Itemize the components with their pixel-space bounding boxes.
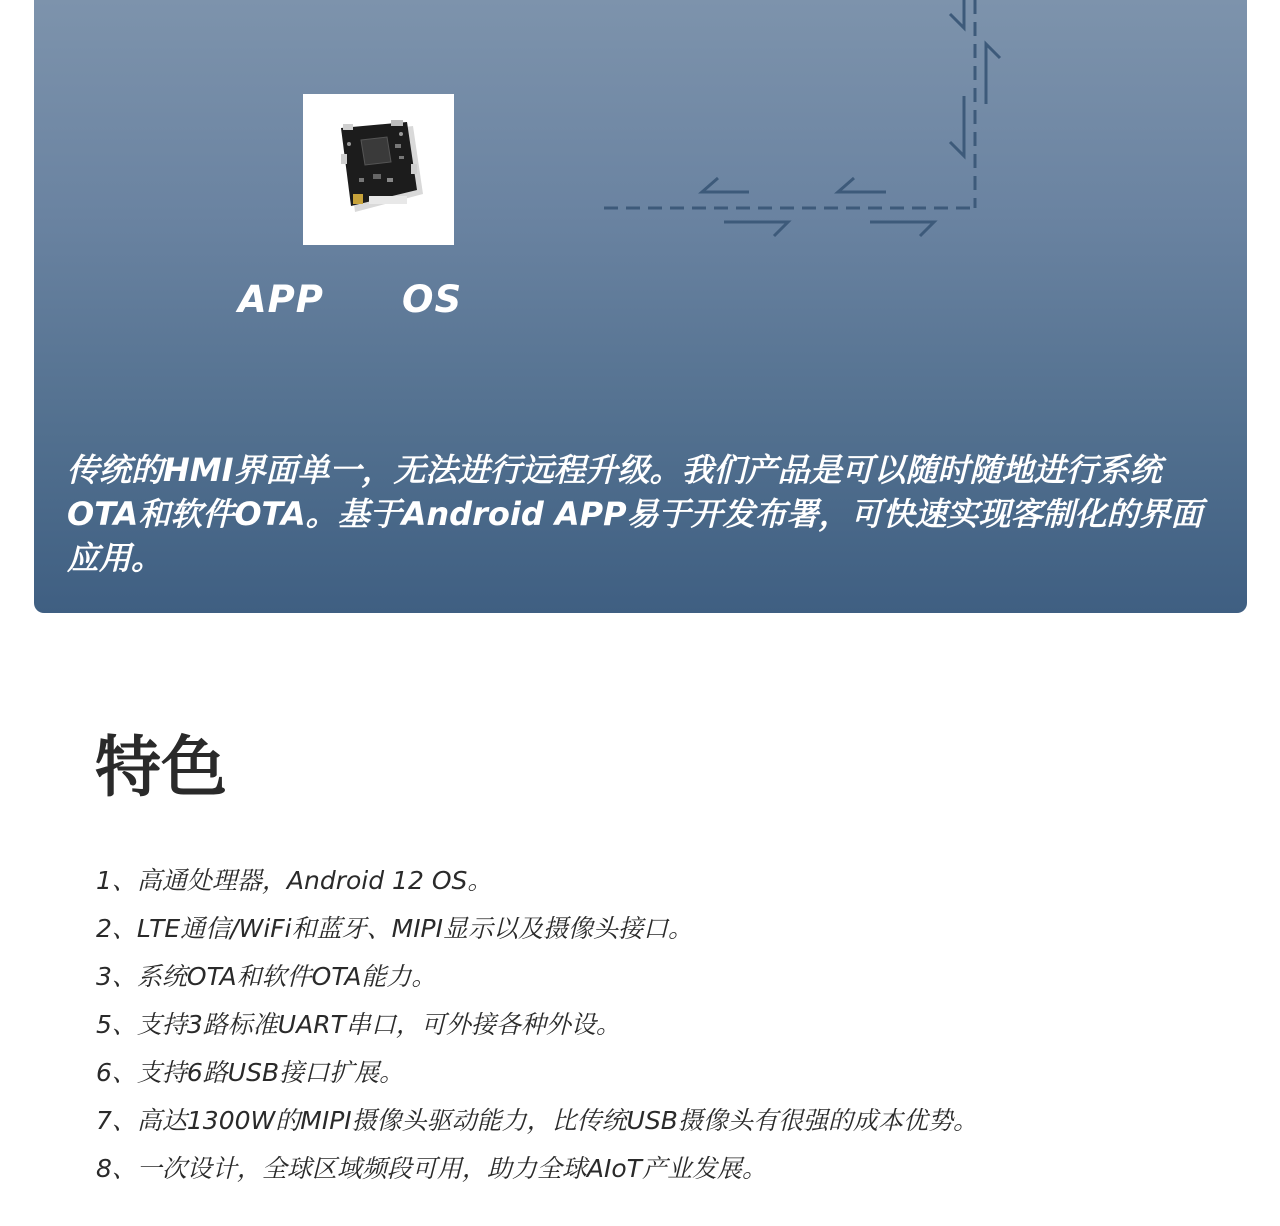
feature-item: 3、系统OTA和软件OTA能力。	[96, 962, 437, 991]
ota-description: 传统的HMI界面单一，无法进行远程升级。我们产品是可以随时随地进行系统OTA和软件OTA。基于Android APP易于开发布署，可快速实现客制化的界面应用。	[67, 451, 1203, 577]
down-arrow-icon-2	[950, 96, 964, 156]
left-arrow-icon-2	[838, 178, 886, 192]
data-flow-arrows	[594, 0, 1054, 260]
ota-banner	[34, 0, 1247, 613]
right-arrow-icon-2	[870, 222, 934, 236]
app-label: APP	[238, 278, 324, 321]
down-arrow-icon	[950, 0, 964, 28]
up-arrow-icon	[986, 44, 1000, 104]
feature-item: 1、高通处理器，Android 12 OS。	[96, 866, 493, 895]
feature-item: 6、支持6路USB接口扩展。	[96, 1058, 405, 1087]
feature-item: 5、支持3路标准UART串口，可外接各种外设。	[96, 1010, 621, 1039]
os-label: OS	[402, 278, 463, 321]
feature-item: 2、LTE通信/WiFi和蓝牙、MIPI显示以及摄像头接口。	[96, 914, 694, 943]
left-arrow-icon	[702, 178, 749, 192]
circuit-board-image	[303, 94, 454, 245]
feature-item: 7、高达1300W的MIPI摄像头驱动能力，比传统USB摄像头有很强的成本优势。	[96, 1106, 978, 1135]
features-title: 特色	[95, 729, 227, 806]
features-list	[96, 857, 978, 1193]
feature-item: 8、一次设计，全球区域频段可用，助力全球AIoT产业发展。	[96, 1154, 767, 1183]
right-arrow-icon	[724, 222, 788, 236]
circuit-board-icon	[303, 94, 454, 245]
